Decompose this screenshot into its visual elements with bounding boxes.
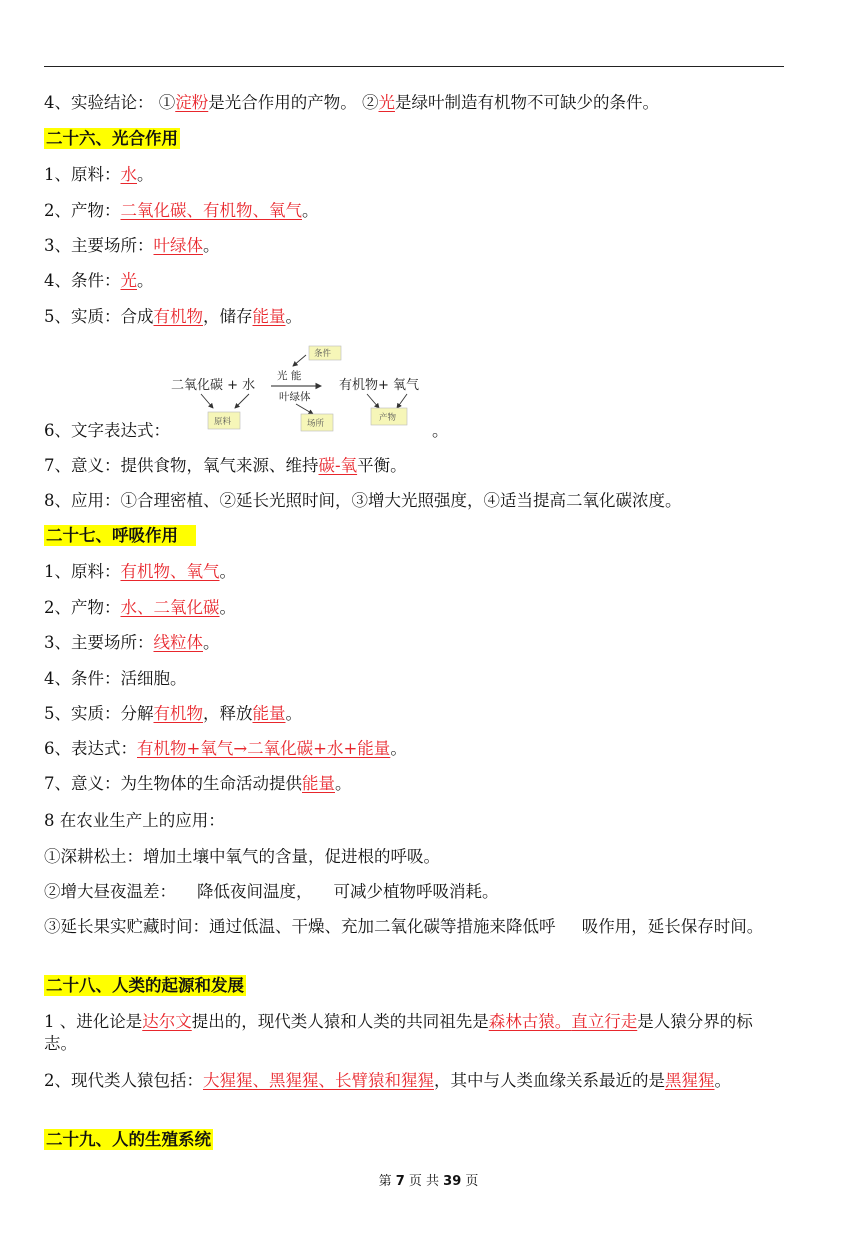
heading-pad bbox=[180, 525, 196, 546]
heading-text: 二十六、光合作用 bbox=[46, 129, 178, 148]
s26-significance bbox=[44, 455, 407, 477]
heading-text: 二十九、人的生殖系统 bbox=[46, 1130, 211, 1149]
heading-text: 二十七、呼吸作用 bbox=[46, 526, 178, 545]
s26-expression bbox=[44, 420, 449, 442]
text: 。 bbox=[335, 774, 352, 793]
products-text: 有机物+ 氧气 bbox=[339, 378, 420, 393]
s26-condition bbox=[44, 270, 154, 292]
raw-arrow-2 bbox=[235, 394, 249, 408]
text: 6、文字表达式： bbox=[44, 421, 170, 440]
s28-evolution bbox=[44, 1011, 784, 1055]
s27-significance bbox=[44, 773, 352, 795]
answer: 光 bbox=[120, 271, 137, 290]
text: 第 bbox=[378, 1174, 396, 1189]
reactants-text: 二氧化碳 + 水 bbox=[171, 378, 256, 393]
text: 2、产物： bbox=[44, 201, 121, 220]
text: 。 bbox=[219, 598, 236, 617]
text: ，其中与人类血缘关系最近的是 bbox=[434, 1071, 665, 1090]
text: 。 bbox=[285, 307, 302, 326]
light-text: 光 能 bbox=[277, 370, 302, 382]
s27-site bbox=[44, 632, 220, 654]
header-rule bbox=[44, 66, 784, 67]
site-text: 叶绿体 bbox=[279, 391, 311, 403]
text: 页 共 bbox=[404, 1174, 444, 1189]
conclusion-line bbox=[44, 92, 659, 114]
s26-essence bbox=[44, 306, 302, 328]
site-tag: 场所 bbox=[307, 419, 325, 429]
text: 是人猿分界的标志。 bbox=[44, 1012, 753, 1053]
answer-starch: 淀粉 bbox=[175, 93, 209, 112]
s27-agri-2 bbox=[44, 881, 498, 903]
text: 6、表达式： bbox=[44, 739, 137, 758]
raw-tag: 原料 bbox=[214, 417, 232, 427]
answer: 二氧化碳、有机物、氧气 bbox=[120, 201, 302, 220]
answer: 有机物、氧气 bbox=[120, 562, 220, 581]
condition-tag: 条件 bbox=[314, 349, 332, 359]
text: 。 bbox=[390, 739, 407, 758]
answer: 能量 bbox=[252, 704, 286, 723]
text: 。 bbox=[203, 236, 220, 255]
text: 2、产物： bbox=[44, 598, 121, 617]
text: 8 在农业生产上的应用： bbox=[44, 811, 225, 830]
answer: 叶绿体 bbox=[153, 236, 203, 255]
s27-raw-material bbox=[44, 561, 236, 583]
s26-raw-material bbox=[44, 164, 154, 186]
product-tag: 产物 bbox=[379, 413, 397, 423]
product-arrow-2 bbox=[397, 394, 407, 408]
section-27-heading bbox=[44, 525, 196, 547]
text: 5、实质：合成 bbox=[44, 307, 154, 326]
answer: 黑猩猩 bbox=[665, 1071, 715, 1090]
text: 3、主要场所： bbox=[44, 633, 154, 652]
s26-site bbox=[44, 235, 220, 257]
s27-products bbox=[44, 597, 236, 619]
answer: 能量 bbox=[252, 307, 286, 326]
text: 4、实验结论： ① bbox=[44, 93, 176, 112]
answer: 线粒体 bbox=[153, 633, 203, 652]
text: 2、现代类人猿包括： bbox=[44, 1071, 203, 1090]
answer: 达尔文 bbox=[142, 1012, 192, 1031]
s27-condition bbox=[44, 668, 187, 690]
text: 7、意义：提供食物，氧气来源、维持 bbox=[44, 456, 319, 475]
answer: 有机物 bbox=[153, 307, 203, 326]
site-arrow bbox=[296, 404, 313, 414]
s27-essence bbox=[44, 703, 302, 725]
s27-agri-1 bbox=[44, 846, 440, 868]
text: 4、条件： bbox=[44, 271, 121, 290]
answer: 碳-氧 bbox=[318, 456, 358, 475]
text: ①深耕松土：增加土壤中氧气的含量，促进根的呼吸。 bbox=[44, 847, 440, 866]
answer: 直立行走 bbox=[571, 1012, 638, 1031]
section-29-heading bbox=[44, 1129, 213, 1151]
text: 页 bbox=[461, 1174, 479, 1189]
answer: 水 bbox=[120, 165, 137, 184]
answer: 有机物+氧气→二氧化碳+水+能量 bbox=[137, 739, 391, 758]
answer: 能量 bbox=[302, 774, 335, 793]
text: 。 bbox=[714, 1071, 731, 1090]
answer: 水、二氧化碳 bbox=[120, 598, 220, 617]
text: ，释放 bbox=[203, 704, 253, 723]
raw-arrow-1 bbox=[201, 394, 213, 408]
section-28-heading bbox=[44, 975, 246, 997]
total-pages: 39 bbox=[443, 1174, 462, 1189]
text: 是绿叶制造有机物不可缺少的条件。 bbox=[395, 93, 659, 112]
text: 1 、进化论是 bbox=[44, 1012, 143, 1031]
text: ③延长果实贮藏时间：通过低温、干燥、充加二氧化碳等措施来降低呼 吸作用，延长保存时间。 bbox=[44, 917, 764, 936]
condition-arrow bbox=[293, 355, 306, 366]
text: 1、原料： bbox=[44, 562, 121, 581]
text: 。 bbox=[432, 421, 449, 440]
text: 1、原料： bbox=[44, 165, 121, 184]
text: 。 bbox=[285, 704, 302, 723]
text: 。 bbox=[302, 201, 319, 220]
text: 3、主要场所： bbox=[44, 236, 154, 255]
s27-agri-title bbox=[44, 810, 225, 832]
answer: 大猩猩、黑猩猩、长臂猿和猩猩 bbox=[203, 1071, 434, 1090]
text: 4、条件：活细胞。 bbox=[44, 669, 187, 688]
text: 8、应用：①合理密植、②延长光照时间，③增大光照强度，④适当提高二氧化碳浓度。 bbox=[44, 491, 682, 510]
text: 。 bbox=[137, 165, 154, 184]
page-footer bbox=[0, 1170, 857, 1189]
s27-agri-3 bbox=[44, 916, 784, 938]
s26-products bbox=[44, 200, 319, 222]
s28-apes bbox=[44, 1070, 784, 1092]
s26-application bbox=[44, 490, 682, 512]
text: ②增大昼夜温差： 降低夜间温度， 可减少植物呼吸消耗。 bbox=[44, 882, 499, 901]
text: 平衡。 bbox=[357, 456, 407, 475]
product-arrow-1 bbox=[367, 394, 379, 408]
answer: 有机物 bbox=[153, 704, 203, 723]
text: ，储存 bbox=[203, 307, 253, 326]
text: 。 bbox=[203, 633, 220, 652]
answer-light: 光 bbox=[378, 93, 395, 112]
text: 5、实质：分解 bbox=[44, 704, 154, 723]
section-26-heading bbox=[44, 128, 180, 150]
text: 。 bbox=[137, 271, 154, 290]
s27-expression bbox=[44, 738, 407, 760]
heading-text: 二十八、人类的起源和发展 bbox=[46, 976, 244, 995]
page-number: 7 bbox=[395, 1174, 405, 1189]
answer: 森林古猿。 bbox=[488, 1012, 572, 1031]
text: 7、意义：为生物体的生命活动提供 bbox=[44, 774, 302, 793]
text: 。 bbox=[219, 562, 236, 581]
text: 提出的，现代类人猿和人类的共同祖先是 bbox=[191, 1012, 489, 1031]
text: 是光合作用的产物。 ② bbox=[208, 93, 379, 112]
